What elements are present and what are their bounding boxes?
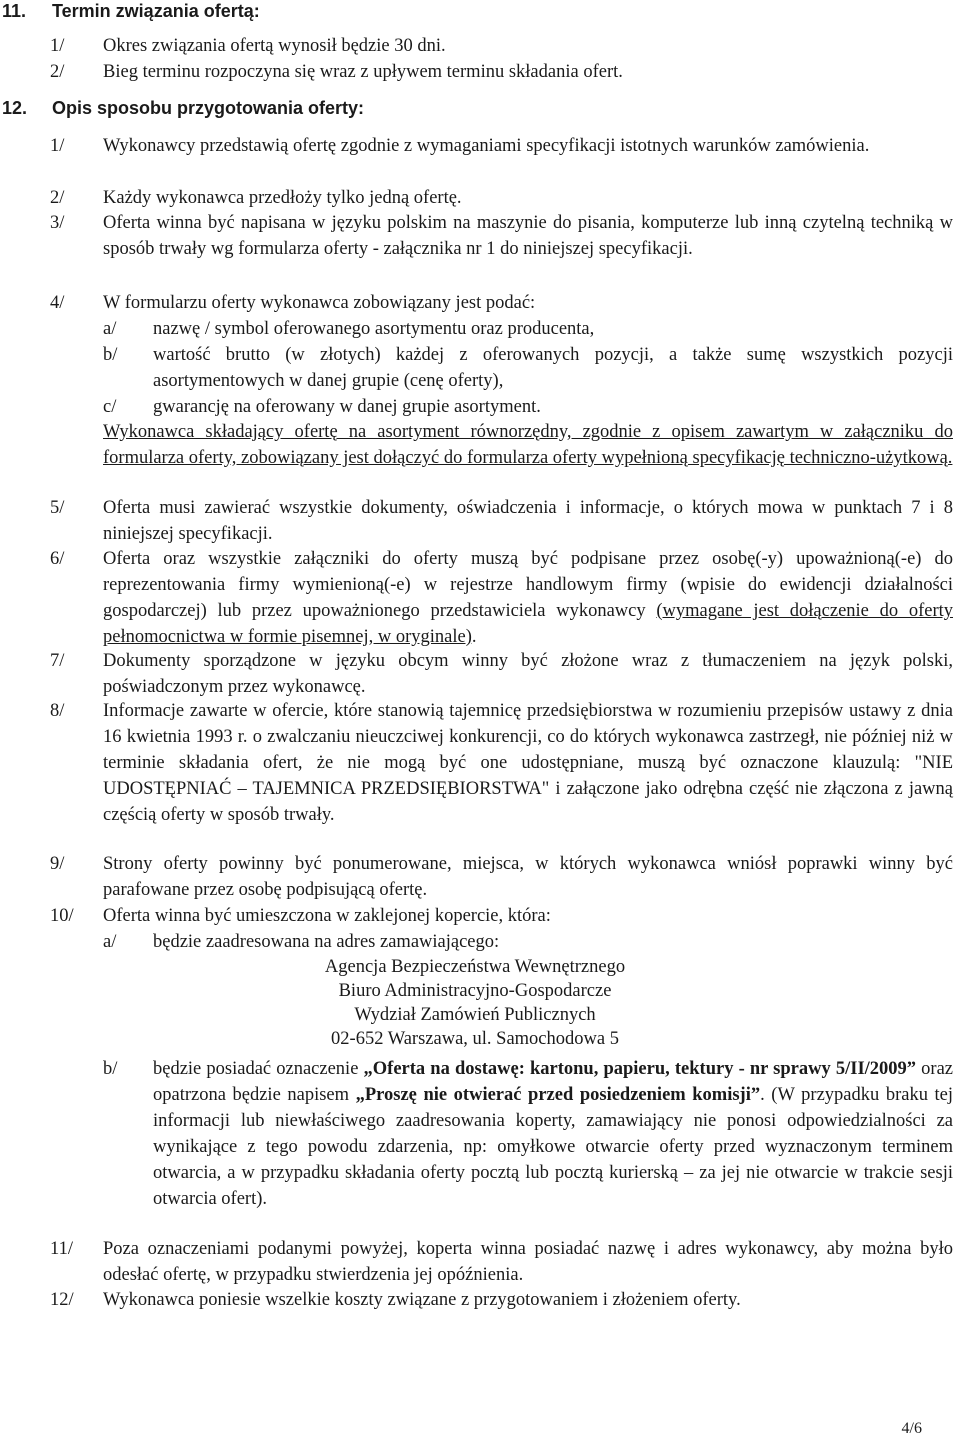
list-item [50, 648, 953, 700]
sub-item-letter: a/ [103, 932, 117, 952]
item-text: Wykonawca poniesie wszelkie koszty związane z przygotowaniem i złożeniem oferty. [103, 1290, 741, 1310]
note-text: Wykonawca składający ofertę na asortyment równorzędny, zgodnie z opisem zawartym w załączniku do formularza oferty, zobowiązany jest dołączyć do formularza oferty wypełnioną specyfikację techniczno-użytkową. [103, 422, 953, 468]
section-title: Opis sposobu przygotowania oferty: [52, 98, 365, 118]
list-item [50, 290, 953, 316]
list-item [50, 495, 953, 547]
sub-item-text [153, 1056, 953, 1212]
item-number: 1/ [50, 36, 65, 56]
item-text [103, 546, 953, 650]
item-number: 9/ [50, 854, 65, 874]
sub-item [103, 342, 953, 394]
item-text: Każdy wykonawca przedłoży tylko jedną ofertę. [103, 188, 462, 208]
item-text: Okres związania ofertą wynosił będzie 30 dni. [103, 36, 446, 56]
list-item [50, 698, 953, 828]
item-number: 2/ [50, 62, 65, 82]
text-run: oraz opatrzona będzie napisem [153, 1059, 954, 1105]
sub-item [103, 1056, 953, 1212]
section-number: 12. [2, 98, 28, 118]
item-text: Strony oferty powinny być ponumerowane, miejsca, w których wykonawca wniósł poprawki winny być parafowane przez osobę podpisującą ofertę. [103, 854, 953, 900]
item-number: 5/ [50, 498, 65, 518]
item-number: 4/ [50, 293, 65, 313]
list-item [50, 1236, 953, 1288]
item-text: W formularzu oferty wykonawca zobowiązany jest podać: [103, 293, 536, 313]
text-run: . (W przypadku braku tej informacji lub niewłaściwego zaadresowania koperty, zamawiający nie ponosi odpowiedzialności za wynikające z tego powodu zdarzenia, np: omyłkowe otwarcie oferty przed wyznaczonym terminem otwarcia, a w przypadku składania oferty pocztą lub pocztą kurierską – za jej nie otwarcie w trakcie sesji otwarcia ofert). [153, 1085, 954, 1209]
item-number: 6/ [50, 549, 65, 569]
list-item [50, 210, 953, 262]
envelope-label-bold: „Oferta na dostawę: kartonu, papieru, tektury - nr sprawy 5/II/2009” [363, 1059, 917, 1079]
item-number: 11/ [50, 1239, 73, 1259]
sub-item-text: gwarancję na oferowany w danej grupie asortyment. [153, 397, 541, 417]
sub-item-letter: b/ [103, 345, 118, 365]
address-line: Biuro Administracyjno-Gospodarcze [338, 981, 612, 1001]
list-item [50, 851, 953, 903]
section-title: Termin związania ofertą: [52, 1, 260, 21]
item-text-main: Oferta oraz wszystkie załączniki do oferty muszą być podpisane przez osobę(-y) upoważnioną(-e) do reprezentowania firmy wymienioną(-e) w rejestrze handlowym firmy (wpisie do ewidencji działalności gospodarczej) lub przez upoważnionego przedstawiciela wykonawcy [103, 549, 953, 621]
sub-item [103, 316, 953, 342]
text-run: będzie posiadać oznaczenie [153, 1059, 364, 1079]
item-text: Poza oznaczeniami podanymi powyżej, koperta winna posiadać nazwę i adres wykonawcy, aby można było odesłać ofertę, w przypadku stwierdzenia jej opóźnienia. [103, 1239, 953, 1285]
list-item [50, 903, 953, 929]
sub-item [103, 394, 953, 420]
item-number: 10/ [50, 906, 74, 926]
address-line: 02-652 Warszawa, ul. Samochodowa 5 [331, 1029, 619, 1049]
item-text: Dokumenty sporządzone w języku obcym winny być złożone wraz z tłumaczeniem na język polski, poświadczonym przez wykonawcę. [103, 651, 953, 697]
list-item [50, 546, 953, 650]
item-number: 1/ [50, 136, 65, 156]
sub-item-text: nazwę / symbol oferowanego asortymentu oraz producenta, [153, 319, 595, 339]
sub-item-letter: a/ [103, 319, 117, 339]
sub-item-letter: c/ [103, 397, 117, 417]
item-number: 12/ [50, 1290, 74, 1310]
item-text: Informacje zawarte w ofercie, które stanowią tajemnicę przedsiębiorstwa w rozumieniu przepisów ustawy z dnia 16 kwietnia 1993 r. o zwalczaniu nieuczciwej konkurencji, co do których wykonawca zastrzegł, nie później niż w terminie składania ofert, że nie mogą być one udostępniane, muszą być oznaczone klauzulą: "NIE UDOSTĘPNIAĆ – TAJEMNICA PRZEDSIĘBIORSTWA" i załączone jako odrębna część nie złączona z jawną częścią oferty w sposób trwały. [103, 701, 953, 825]
equivalent-note [103, 419, 953, 471]
item-text: Oferta musi zawierać wszystkie dokumenty, oświadczenia i informacje, o których mowa w punktach 7 i 8 niniejszej specyfikacji. [103, 498, 953, 544]
item-number: 8/ [50, 701, 65, 721]
item-number: 7/ [50, 651, 65, 671]
item-text: Wykonawcy przedstawią ofertę zgodnie z wymaganiami specyfikacji istotnych warunków zamówienia. [103, 136, 870, 156]
sub-item-letter: b/ [103, 1059, 118, 1079]
list-item [50, 33, 930, 59]
item-text: Oferta winna być umieszczona w zaklejonej kopercie, która: [103, 906, 551, 926]
sub-item-text: wartość brutto (w złotych) każdej z oferowanych pozycji, a także sumę wszystkich pozycji asortymentowych w danej grupie (cenę oferty), [153, 345, 953, 391]
section-number: 11. [2, 1, 27, 21]
list-item [50, 1287, 953, 1313]
list-item [50, 185, 953, 211]
list-item [50, 133, 953, 159]
address-line: Wydział Zamówień Publicznych [354, 1005, 596, 1025]
item-text: Oferta winna być napisana w języku polskim na maszynie do pisania, komputerze lub inną czytelną techniką w sposób trwały wg formularza oferty - załącznika nr 1 do niniejszej specyfikacji. [103, 213, 953, 259]
list-item [50, 59, 930, 85]
address-line: Agencja Bezpieczeństwa Wewnętrznego [324, 957, 626, 977]
item-text-tail: . [471, 627, 477, 647]
address-block [150, 955, 800, 1051]
sub-item [103, 929, 953, 955]
sub-item-text: będzie zaadresowana na adres zamawiającego: [153, 932, 500, 952]
page-number: 4/6 [901, 1420, 922, 1437]
do-not-open-bold: „Proszę nie otwierać przed posiedzeniem komisji” [355, 1085, 761, 1105]
item-number: 3/ [50, 213, 65, 233]
item-number: 2/ [50, 188, 65, 208]
item-text: Bieg terminu rozpoczyna się wraz z upływem terminu składania ofert. [103, 62, 623, 82]
item-text-underlined: (wymagane jest dołączenie do oferty pełnomocnictwa w formie pisemnej, w oryginale) [103, 601, 953, 647]
